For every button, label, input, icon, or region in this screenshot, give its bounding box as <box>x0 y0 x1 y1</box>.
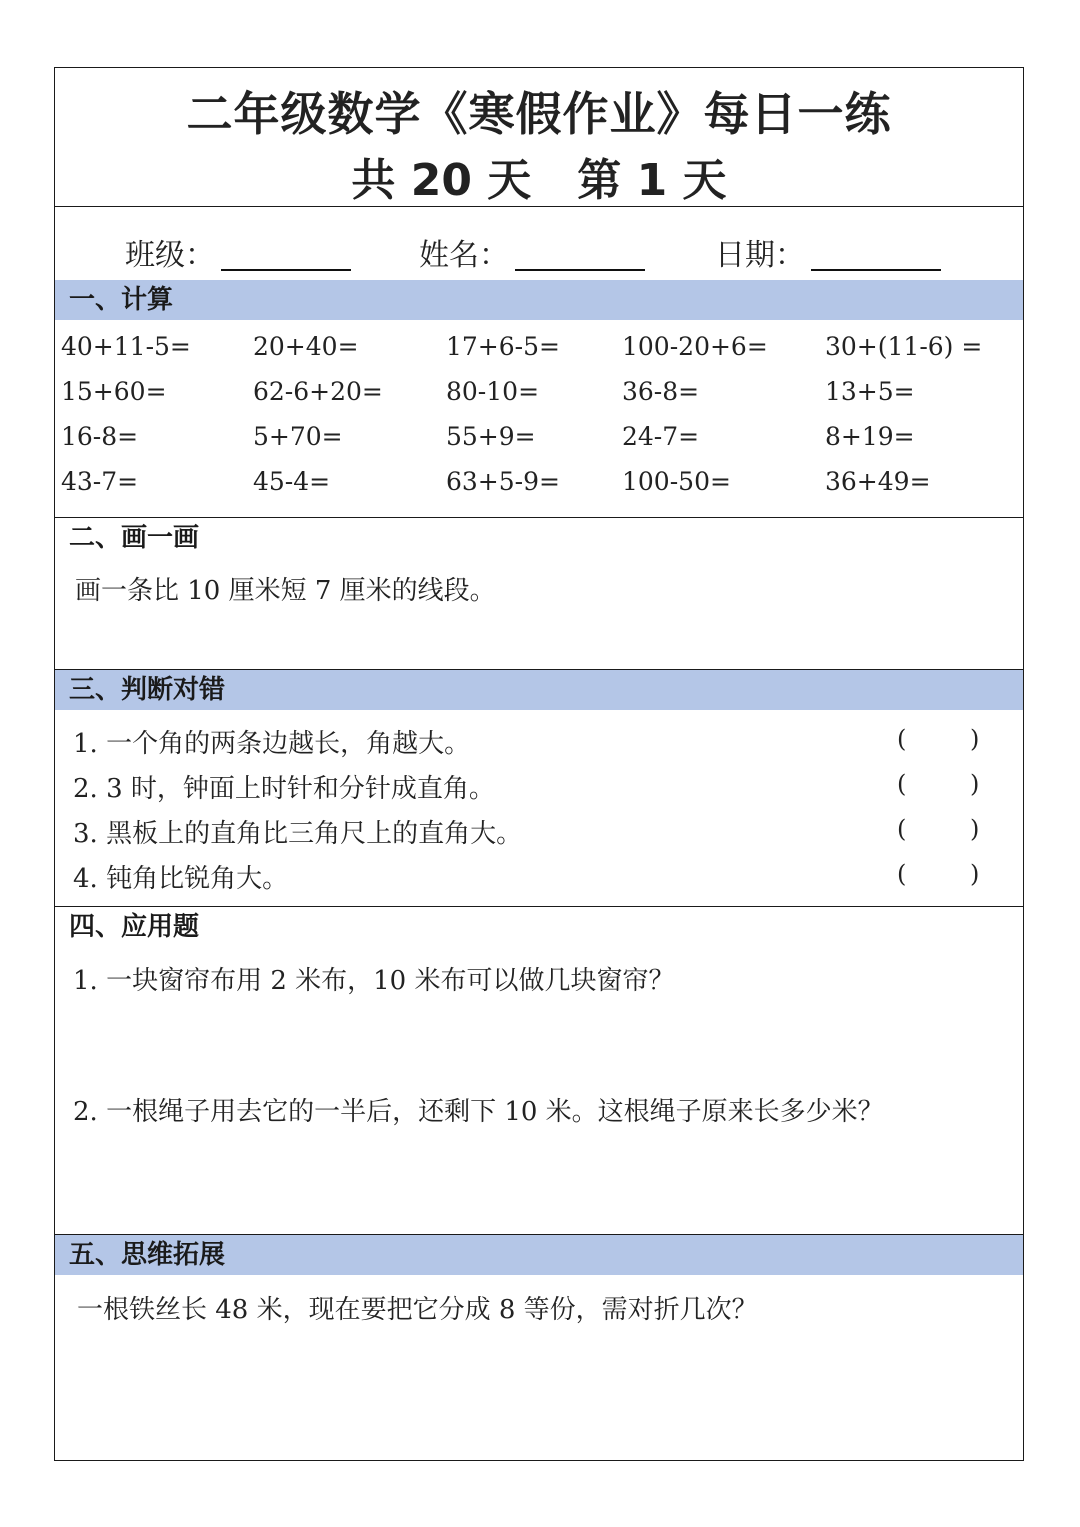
word-problem: 2. 一根绳子用去它的一半后，还剩下 10 米。这根绳子原来长多少米？ <box>73 1097 884 1127</box>
name-label: 姓名： <box>419 238 509 273</box>
calc-problem: 17+6-5= <box>446 332 560 361</box>
judge-item: 1. 一个角的两条边越长，角越大。 <box>73 729 471 759</box>
answer-paren-close: ) <box>970 725 980 753</box>
calc-problem: 24-7= <box>622 422 700 451</box>
calc-problem: 36+49= <box>825 467 931 496</box>
calc-problem: 100-50= <box>622 467 731 496</box>
calc-problem: 8+19= <box>825 422 915 451</box>
section-drawing <box>55 517 1023 669</box>
class-field[interactable] <box>125 230 351 274</box>
calc-problem: 30+(11-6) = <box>825 332 983 361</box>
answer-paren-open: ( <box>897 725 907 753</box>
section-word-problems <box>55 906 1023 1234</box>
date-label: 日期： <box>715 238 805 273</box>
name-blank[interactable] <box>515 243 645 271</box>
answer-paren-open: ( <box>897 815 907 843</box>
calc-problem: 62-6+20= <box>253 377 383 406</box>
total-days: 共 20 天 <box>351 155 532 206</box>
current-day: 第 1 天 <box>577 155 727 206</box>
answer-paren-close: ) <box>970 860 980 888</box>
section-thinking <box>55 1234 1023 1460</box>
calc-problem: 63+5-9= <box>446 467 560 496</box>
calc-problem: 100-20+6= <box>622 332 768 361</box>
date-blank[interactable] <box>811 243 941 271</box>
calc-problem: 16-8= <box>61 422 139 451</box>
date-field[interactable] <box>715 230 941 274</box>
answer-paren-open: ( <box>897 770 907 798</box>
calc-problem: 45-4= <box>253 467 331 496</box>
calc-problem: 55+9= <box>446 422 536 451</box>
calc-problem: 80-10= <box>446 377 540 406</box>
calc-problem: 40+11-5= <box>61 332 191 361</box>
word-problem: 1. 一块窗帘布用 2 米布，10 米布可以做几块窗帘？ <box>73 966 675 996</box>
calc-grid <box>55 320 1023 505</box>
answer-paren-close: ) <box>970 770 980 798</box>
calc-problem: 36-8= <box>622 377 700 406</box>
section-heading: 四、应用题 <box>69 912 200 942</box>
calc-problem: 15+60= <box>61 377 167 406</box>
calc-problem: 13+5= <box>825 377 915 406</box>
judge-item: 4. 钝角比锐角大。 <box>73 864 289 894</box>
judge-item: 3. 黑板上的直角比三角尺上的直角大。 <box>73 819 523 849</box>
answer-paren-close: ) <box>970 815 980 843</box>
calc-problem: 20+40= <box>253 332 359 361</box>
worksheet-subtitle <box>55 144 1023 208</box>
student-info-row <box>55 206 1023 281</box>
name-field[interactable] <box>419 230 645 274</box>
answer-paren-open: ( <box>897 860 907 888</box>
class-blank[interactable] <box>221 243 351 271</box>
section-calculation <box>55 280 1023 517</box>
section-heading: 五、思维拓展 <box>55 1235 1023 1275</box>
worksheet-title: 二年级数学《寒假作业》每日一练 <box>186 87 892 141</box>
worksheet <box>54 67 1024 1461</box>
judge-item: 2. 3 时，钟面上时针和分针成直角。 <box>73 774 495 804</box>
title-box <box>55 68 1023 207</box>
class-label: 班级： <box>125 238 215 273</box>
thinking-question: 一根铁丝长 48 米，现在要把它分成 8 等份，需对折几次？ <box>77 1295 758 1325</box>
drawing-question: 画一条比 10 厘米短 7 厘米的线段。 <box>75 576 496 606</box>
section-true-false <box>55 669 1023 906</box>
calc-problem: 43-7= <box>61 467 139 496</box>
section-heading: 三、判断对错 <box>55 670 1023 710</box>
section-heading: 一、计算 <box>55 280 1023 320</box>
calc-problem: 5+70= <box>253 422 343 451</box>
section-heading: 二、画一画 <box>69 523 200 553</box>
